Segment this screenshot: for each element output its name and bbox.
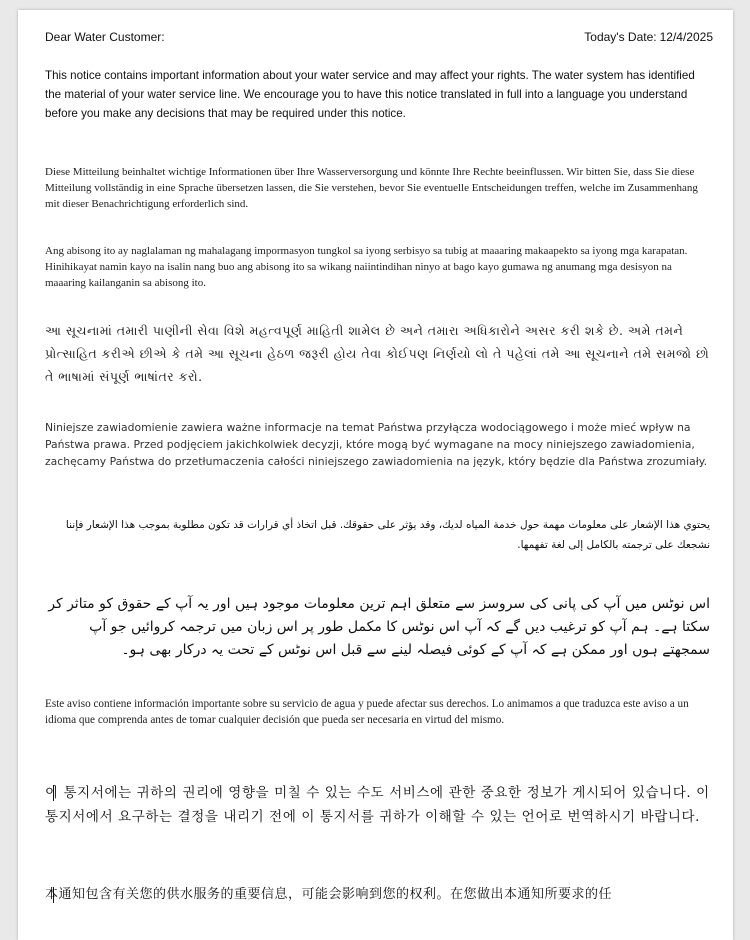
notice-polish: Niniejsze zawiadomienie zawiera ważne informacje na temat Państwa przyłącza wodociągowego i może mieć wpływ na Państwa prawa. Przed podjęciem jakichkolwiek decyzji, które mogą być wymagane na mocy niniejszego zawiadomienia, zachęcamy Państwa do przetłumaczenia całości niniejszego zawiadomienia na język, który będzie dla Państwa zrozumiały. [45, 421, 708, 468]
date-label: Today's Date: [584, 30, 657, 44]
notice-urdu: اس نوٹس میں آپ کی پانی کی سروسز سے متعلق اہم ترین معلومات موجود ہیں اور یہ آپ کے حقوق کو متاثر کر سکتا ہے۔ ہم آپ کو ترغیب دیں گے کہ آپ اس نوٹس کا مکمل طور پر اس زبان میں ترجمہ کروائیں جو آپ سمجھتے ہوں اور ممکن ہے کہ آپ کے کوئی فیصلہ لینے سے قبل اس نوٹس کے تحت یہ درکار بھی ہو۔ [48, 596, 710, 658]
notice-english: This notice contains important information about your water service and may affect your rights. The water system has identified the material of your water service line. We encourage you to have this notice translated in full into a language you understand before you make any decisions that may be required under this notice. [45, 69, 695, 120]
notice-gujarati: આ સૂચનામાં તમારી પાણીની સેવા વિશે મહત્વપૂર્ણ માહિતી શામેલ છે અને તમારા અધિકારોને અસર કરી શકે છે. અમે તમને પ્રોત્સાહિત કરીએ છીએ કે તમે આ સૂચના હેઠળ જરૂરી હોય તેવા કોઈપણ નિર્ણયો લો તે પહેલાં તમે આ સૂચનાને તમે સમજો છો તે ભાષામાં સંપૂર્ણ ભાષાંતર કરો. [45, 323, 710, 384]
notice-chinese: 本通知包含有关您的供水服务的重要信息，可能会影响到您的权利。在您做出本通知所要求的任 [45, 887, 613, 902]
greeting: Dear Water Customer: [45, 30, 165, 44]
notice-header [45, 30, 713, 44]
notice-korean: 이 통지서에는 귀하의 권리에 영향을 미칠 수 있는 수도 서비스에 관한 중요한 정보가 게시되어 있습니다. 이 통지서에서 요구하는 결정을 내리기 전에 이 통지서를 귀하가 이해할 수 있는 언어로 번역하시기 바랍니다. [45, 785, 710, 825]
notice-arabic: يحتوي هذا الإشعار على معلومات مهمة حول خدمة المياه لديك، وقد يؤثر على حقوقك. قبل اتخاذ أي قرارات قد تكون مطلوبة بموجب هذا الإشعار فإننا نشجعك على ترجمته بالكامل إلى لغة تفهمها. [65, 519, 710, 551]
todays-date [581, 30, 713, 44]
notice-spanish: Este aviso contiene información importante sobre su servicio de agua y puede afectar sus derechos. Lo animamos a que traduzca este aviso a un idioma que comprenda antes de tomar cualquier decisión que pueda ser necesaria en virtud del mismo. [45, 698, 689, 726]
notice-page [18, 10, 733, 940]
date-value: 12/4/2025 [659, 30, 713, 44]
notice-german: Diese Mitteilung beinhaltet wichtige Informationen über Ihre Wasserversorgung und könnte Ihre Rechte beeinflussen. Wir bitten Sie, dass Sie diese Mitteilung vollständig in eine Sprache übersetzen lassen, die Sie verstehen, bevor Sie eventuelle Entscheidungen treffen, welche im Zusammenhang mit dieser Benachrichtigung erforderlich sind. [45, 166, 698, 210]
notice-tagalog: Ang abisong ito ay naglalaman ng mahalagang impormasyon tungkol sa iyong serbisyo sa tubig at maaaring makaapekto sa iyong mga karapatan. Hinihikayat namin kayo na isalin nang buo ang abisong ito sa wikang naiintindihan ninyo at bago kayo gumawa ng anumang mga desisyon na maaaring kailanganin sa abisong ito. [45, 245, 688, 289]
